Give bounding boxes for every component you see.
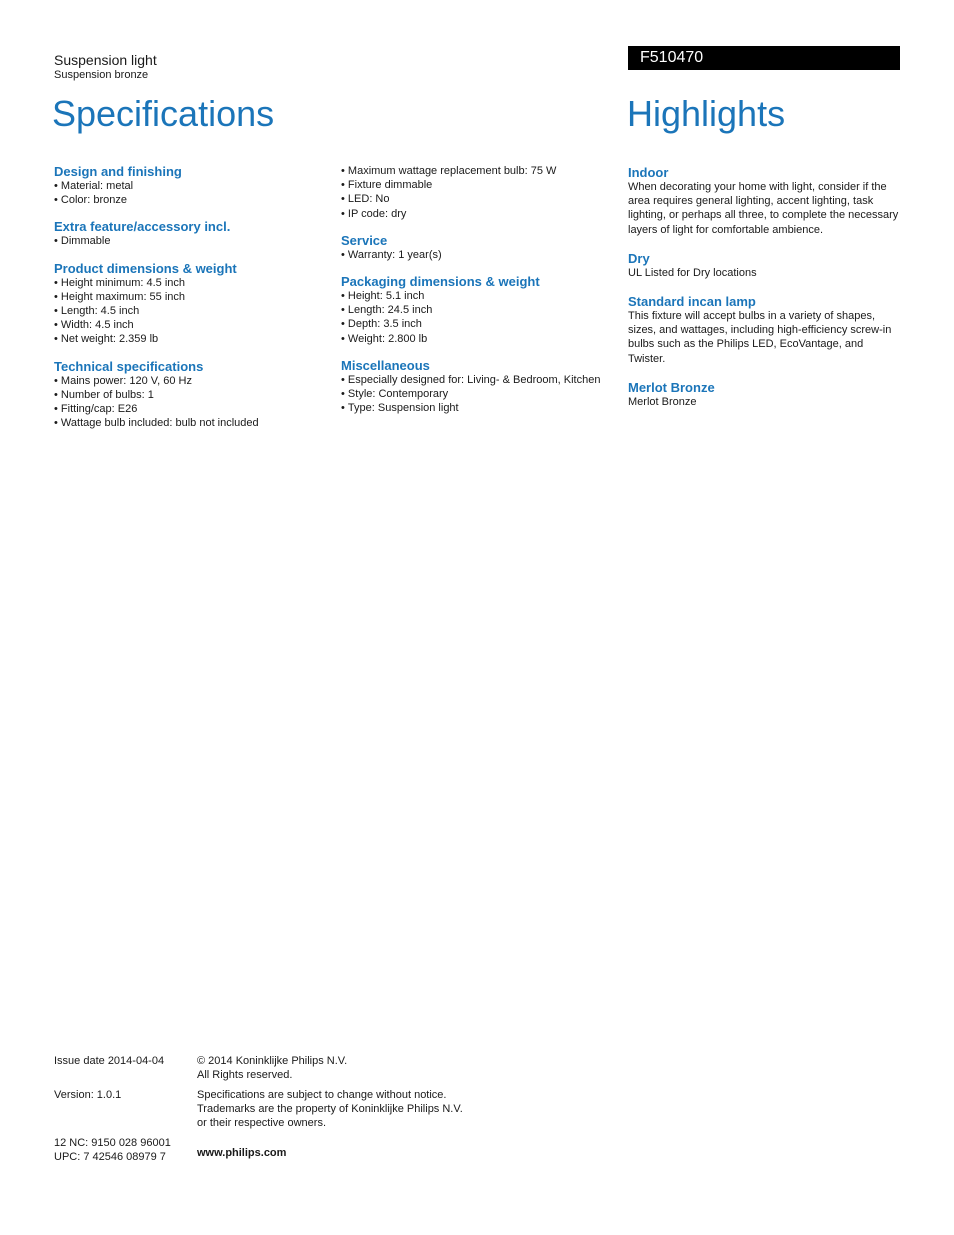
spec-item: • Wattage bulb included: bulb not included [54,416,334,430]
spec-item: • Color: bronze [54,193,334,207]
spec-item: • Height minimum: 4.5 inch [54,276,334,290]
spec-item: • Mains power: 120 V, 60 Hz [54,374,334,388]
spec-item: • Warranty: 1 year(s) [341,248,621,262]
spec-item: • Dimmable [54,234,334,248]
spec-section-miscellaneous [341,358,621,416]
spec-section-packaging [341,274,621,346]
highlights-column [628,165,900,423]
spec-item: • IP code: dry [341,207,621,221]
spec-item: • Maximum wattage replacement bulb: 75 W [341,164,621,178]
spec-item: • Net weight: 2.359 lb [54,332,334,346]
spec-item: • Material: metal [54,179,334,193]
specs-column-1 [54,164,334,442]
product-type: Suspension light [54,52,157,68]
spec-item: • LED: No [341,192,621,206]
highlight-standard-incan-lamp [628,294,900,366]
spec-item: • Weight: 2.800 lb [341,332,621,346]
product-variant: Suspension bronze [54,69,149,81]
spec-section-design [54,164,334,207]
spec-section-title: Service [341,232,388,248]
copyright-line: © 2014 Koninklijke Philips N.V. [197,1055,348,1067]
specifications-heading: Specifications [52,93,275,134]
upc-code: UPC: 7 42546 08979 7 [54,1151,166,1163]
spec-item: • Especially designed for: Living- & Bedroom, Kitchen [341,373,621,387]
highlight-text: When decorating your home with light, consider if the area requires general lighting, accent lighting, task lighting, or perhaps all three, to complete the necessary layers of light for comfortable ambience. [628,181,899,236]
spec-section-title: Miscellaneous [341,357,430,373]
notice-line: or their respective owners. [197,1117,326,1129]
highlight-title: Merlot Bronze [628,379,715,395]
highlight-text: Merlot Bronze [628,395,697,408]
highlight-text: This fixture will accept bulbs in a variety of shapes, sizes, and wattages, including high-efficiency screw-in bulbs such as the Philips LED, EcoVantage, and Twister. [628,310,892,365]
spec-section-service [341,233,621,262]
highlight-text: UL Listed for Dry locations [628,266,757,279]
highlights-heading: Highlights [627,93,786,134]
spec-section-title: Packaging dimensions & weight [341,274,540,290]
notice-block [197,1088,463,1132]
spec-item: • Depth: 3.5 inch [341,317,621,331]
spec-item: • Length: 24.5 inch [341,303,621,317]
highlight-merlot-bronze [628,380,900,409]
highlight-title: Indoor [628,165,669,180]
spec-item: • Height maximum: 55 inch [54,290,334,304]
spec-item: • Fixture dimmable [341,178,621,192]
issue-date: Issue date 2014-04-04 [54,1055,165,1067]
highlight-title: Dry [628,250,650,266]
spec-item: • Fitting/cap: E26 [54,402,334,416]
highlight-title: Standard incan lamp [628,294,756,310]
copyright-line: All Rights reserved. [197,1069,293,1081]
spec-item: • Style: Contemporary [341,387,621,401]
spec-item: • Width: 4.5 inch [54,318,334,332]
highlight-indoor [628,165,900,237]
spec-section-technical-continued [341,164,621,221]
spec-section-title: Design and finishing [54,164,182,179]
website-link[interactable]: www.philips.com [197,1147,287,1159]
spec-item: • Number of bulbs: 1 [54,388,334,402]
spec-section-title: Extra feature/accessory incl. [54,219,231,235]
copyright-block [197,1054,463,1082]
spec-section-product-dimensions [54,261,334,347]
spec-item: • Type: Suspension light [341,401,621,415]
spec-section-technical [54,359,334,431]
nc-code: 12 NC: 9150 028 96001 [54,1137,171,1149]
spec-section-extra-feature [54,219,334,248]
model-number-bar: F510470 [628,46,900,70]
version: Version: 1.0.1 [54,1089,122,1101]
spec-section-title: Technical specifications [54,358,204,374]
spec-item: • Height: 5.1 inch [341,289,621,303]
footer-right-column [197,1054,463,1160]
footer-left-column [54,1054,171,1164]
notice-line: Specifications are subject to change without notice. [197,1089,447,1101]
highlight-dry [628,251,900,280]
spec-item: • Length: 4.5 inch [54,304,334,318]
notice-line: Trademarks are the property of Koninklijke Philips N.V. [197,1103,463,1115]
spec-section-title: Product dimensions & weight [54,260,237,276]
specs-column-2 [341,164,621,427]
